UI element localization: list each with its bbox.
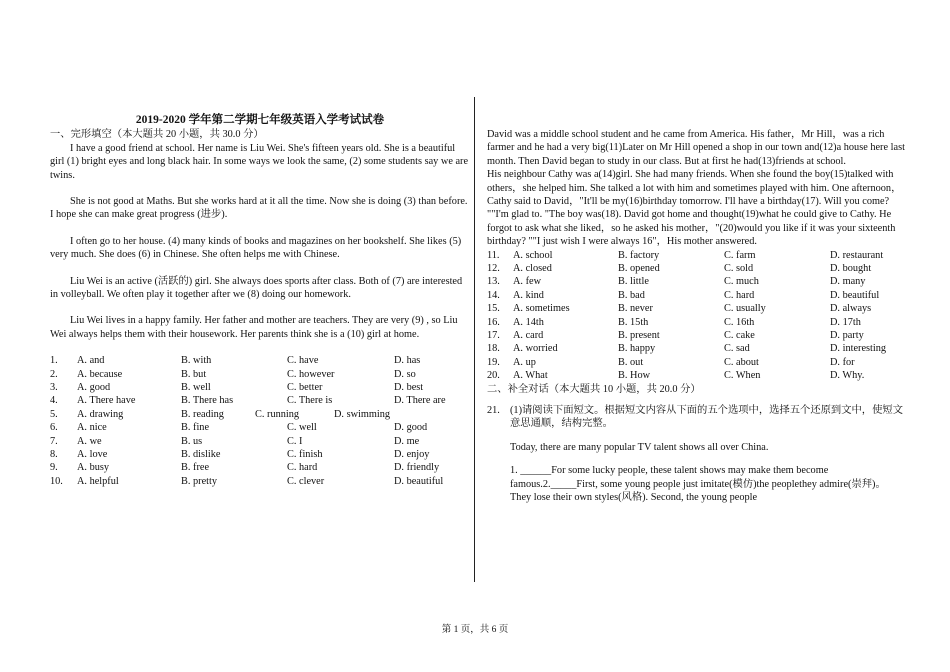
- option-row: 10. A. helpful B. pretty C. clever D. beautiful: [50, 475, 444, 487]
- option-row: 18. A. worried B. happy C. sad D. interesting: [487, 343, 887, 355]
- passage-paragraph: His neighbour Cathy was a(14)girl. She had many friends. When she found the boy(15)talked with others，she helped him. She talked a lot with him and sometimes played with him. One afternoon，Cathy said to David，"It'll be my(16)birthday tomorrow. I'll have a birthday(17). Will you come? ""I'm glad to. "The boy was(18). David got home and thought(19)what he could give to Cathy. He forgot to ask what she liked，so he asked his mother，"(20)would you like if it was your sixteenth birthday? ""I just wish I were always 16"，His mother answered.: [487, 169, 902, 248]
- option-row: 20. A. What B. How C. When D. Why.: [487, 370, 865, 382]
- option-row: 2. A. because B. but C. however D. so: [50, 368, 416, 380]
- question-21: [487, 404, 907, 431]
- passage-paragraph: Liu Wei lives in a happy family. Her father and mother are teachers. They are very (9) , so Liu Wei always helps them with their housework. Her parents think she is a (10) girl at home.: [50, 315, 458, 340]
- option-row: 12. A. closed B. opened C. sold D. bought: [487, 263, 872, 275]
- section-2-heading: 二、补全对话（本大题共 10 小题，共 20.0 分）: [487, 383, 701, 395]
- passage-paragraph: I have a good friend at school. Her name is Liu Wei. She's fifteen years old. She is a beautiful girl (1) bright eyes and long black hair. In some ways we look the same, (2) some students say we are twins.: [50, 142, 469, 181]
- option-row: 14. A. kind B. bad C. hard D. beautiful: [487, 289, 880, 301]
- option-row: 8. A. love B. dislike C. finish D. enjoy: [50, 449, 430, 461]
- passage-intro: Today, there are many popular TV talent shows all over China.: [510, 441, 769, 453]
- option-row: 3. A. good B. well C. better D. best: [50, 382, 424, 394]
- option-row: 9. A. busy B. free C. hard D. friendly: [50, 462, 440, 474]
- question-number: 21.: [487, 404, 500, 416]
- option-row: 1. A. and B. with C. have D. has: [50, 355, 421, 367]
- section-1-heading: 一、完形填空（本大题共 20 小题，共 30.0 分）: [50, 129, 264, 141]
- option-row: 5. A. drawing B. reading C. running D. swimming: [50, 408, 391, 420]
- page-footer: 第 1 页，共 6 页: [441, 625, 509, 635]
- option-row: 6. A. nice B. fine C. well D. good: [50, 422, 428, 434]
- option-row: 19. A. up B. out C. about D. for: [487, 356, 855, 368]
- passage-text: 1. ______For some lucky people, these talent shows may make them become famous.2._____First, some young people just imitate(模仿)the peoplethey admire(崇拜)。 They lose their own styles(风格). Second, the young people: [510, 465, 886, 503]
- option-row: 16. A. 14th B. 15th C. 16th D. 17th: [487, 316, 861, 328]
- passage-paragraph: She is not good at Maths. But she works hard at it all the time. Now she is doing (3) than before. I hope she can make great progress (进步).: [50, 196, 468, 221]
- option-row: 13. A. few B. little C. much D. many: [487, 276, 866, 288]
- option-row: 4. A. There have B. There has C. There is D. There are: [50, 395, 446, 407]
- option-row: 7. A. we B. us C. I D. me: [50, 435, 420, 447]
- option-row: 15. A. sometimes B. never C. usually D. always: [487, 303, 872, 315]
- option-row: 17. A. card B. present C. cake D. party: [487, 330, 864, 341]
- left-column: [50, 108, 470, 488]
- passage-paragraph: David was a middle school student and he came from America. His father，Mr Hill，was a rich farmer and he had a very big(11)Later on Mr Hill opened a shop in our town and(12)a house here last month. Then David began to study in our class. But at first he had(13)friends at school.: [487, 129, 905, 167]
- passage-paragraph: I often go to her house. (4) many kinds of books and magazines on her bookshelf. She likes (5) very much. She does (6) in Chinese. She often helps me with Chinese.: [50, 235, 462, 261]
- option-row: 11. A. school B. factory C. farm D. restaurant: [487, 249, 884, 261]
- right-column: [487, 128, 907, 504]
- question-instruction: (1)请阅读下面短文。根据短文内容从下面的五个选项中，选择五个还原到文中，使短文意思通顺，结构完整。: [510, 404, 903, 430]
- passage-paragraph: Liu Wei is an active (活跃的) girl. She always does sports after class. Both of (7) are interested in volleyball. We often play it together after we (8) doing our homework.: [50, 275, 463, 301]
- column-divider: [474, 97, 475, 582]
- exam-title: 2019-2020 学年第二学期七年级英语入学考试试卷: [135, 114, 385, 126]
